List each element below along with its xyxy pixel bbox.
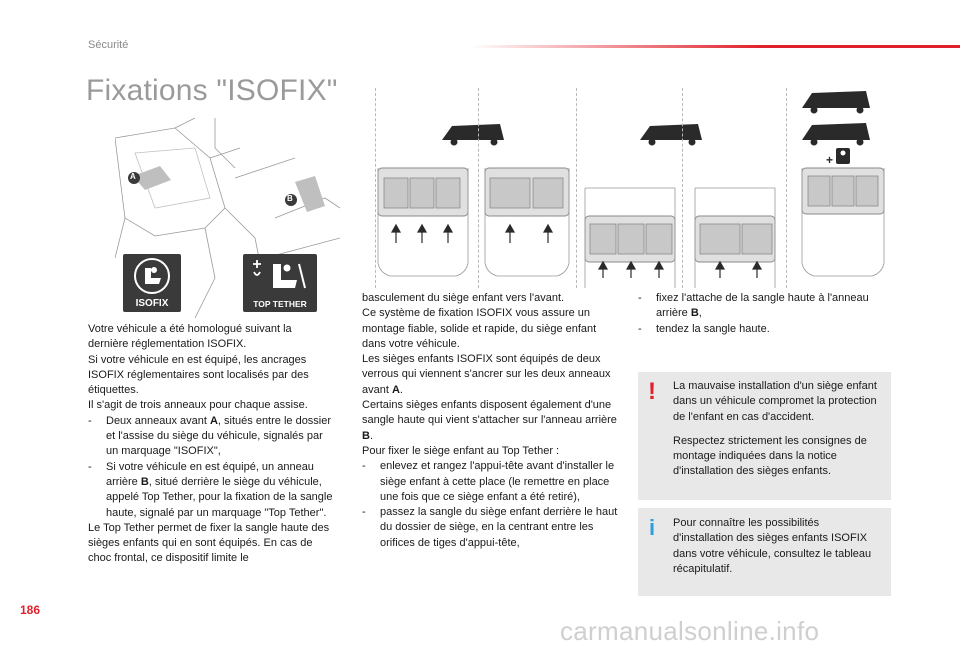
paragraph: Les sièges enfants ISOFIX sont équipés de deux verrous qui viennent s'ancrer sur les deux anneaux avant A. [362, 353, 611, 396]
text-column-2 [362, 291, 618, 551]
paragraph: Pour fixer le siège enfant au Top Tether : [362, 444, 560, 457]
isofix-anchor-illustration [115, 118, 340, 318]
paragraph: Il s'agit de trois anneaux pour chaque assise. [88, 399, 308, 412]
van-icon [442, 124, 504, 140]
divider-line [375, 88, 376, 288]
warning-text: La mauvaise installation d'un siège enfant dans un véhicule compromet la protection de l'enfant en cas d'accident. [673, 380, 877, 423]
list-item: - Deux anneaux avant A, situés entre le dossier et l'assise du siège du véhicule, signalés par un marquage "ISOFIX", [88, 414, 332, 458]
divider-line [682, 88, 683, 288]
paragraph: Votre véhicule a été homologué suivant la dernière réglementation ISOFIX. [88, 323, 292, 351]
top-tether-logo-label: TOP TETHER [253, 299, 307, 309]
info-icon: i [649, 515, 656, 540]
anchor-a-label: A [130, 172, 136, 181]
watermark: carmanualsonline.info [560, 616, 820, 646]
paragraph: Le Top Tether permet de fixer la sangle haute des sièges enfants qui en sont équipés. En cas de choc frontal, ce dispositif limite le [88, 521, 330, 565]
info-text: Pour connaître les possibilités d'installation des sièges enfants ISOFIX dans votre véhicule, consultez le tableau récapitulatif. [673, 517, 872, 575]
warning-box [638, 372, 891, 500]
isofix-logo [123, 254, 181, 312]
paragraph: Ce système de fixation ISOFIX vous assure un montage fiable, solide et rapide, du siège enfant dans votre véhicule. [362, 307, 597, 350]
list-item: - tendez la sangle haute. [638, 322, 770, 335]
divider-line [478, 88, 479, 288]
info-box [638, 508, 891, 596]
list-item: - fixez l'attache de la sangle haute à l'anneau arrière B, [638, 292, 869, 320]
warning-icon: ! [648, 378, 656, 405]
paragraph: basculement du siège enfant vers l'avant. [362, 292, 565, 304]
child-seat-icon [123, 254, 181, 298]
van-icon [802, 91, 870, 108]
vehicle-configuration-diagrams [370, 88, 890, 298]
page-title: Fixations "ISOFIX" [86, 74, 338, 107]
anchor-b-label: B [287, 194, 293, 203]
section-label: Sécurité [88, 39, 129, 51]
paragraph: Certains sièges enfants disposent également d'une sangle haute qui vient s'attacher sur l'anneau arrière B. [362, 399, 617, 442]
paragraph: Si votre véhicule en est équipé, les ancrages ISOFIX réglementaires sont localisés par des étiquettes. [88, 353, 309, 397]
page-number: 186 [20, 603, 41, 617]
isofix-logo-label: ISOFIX [135, 298, 169, 309]
text-column-3 [638, 291, 888, 337]
list-item: - Si votre véhicule en est équipé, un anneau arrière B, situé derrière le siège du véhicule, appelé Top Tether, pour la fixation de la sangle haute, signalé par un marquage "Top Tether". [88, 460, 333, 519]
plus-sign: + [826, 153, 834, 167]
seating-layout-drawings [370, 88, 890, 298]
van-icon [640, 124, 702, 140]
tether-seat-icon [243, 254, 317, 298]
van-icon [802, 123, 870, 140]
top-tether-logo [243, 254, 317, 312]
list-item: - enlevez et rangez l'appui-tête avant d'installer le siège enfant à cette place (le remettre en place une fois que ce siège enfant a été retiré), [362, 460, 615, 503]
list-item: - passez la sangle du siège enfant derrière le haut du dossier de siège, en la centrant entre les orifices de tiges d'appui-tête, [362, 506, 618, 549]
text-column-1 [88, 322, 333, 567]
warning-text: Respectez strictement les consignes de montage indiquées dans la notice d'installation des sièges enfants. [673, 434, 867, 478]
divider-line [576, 88, 577, 288]
header-accent-bar [470, 45, 960, 48]
child-seat-icon [836, 148, 850, 164]
divider-line [786, 88, 787, 288]
